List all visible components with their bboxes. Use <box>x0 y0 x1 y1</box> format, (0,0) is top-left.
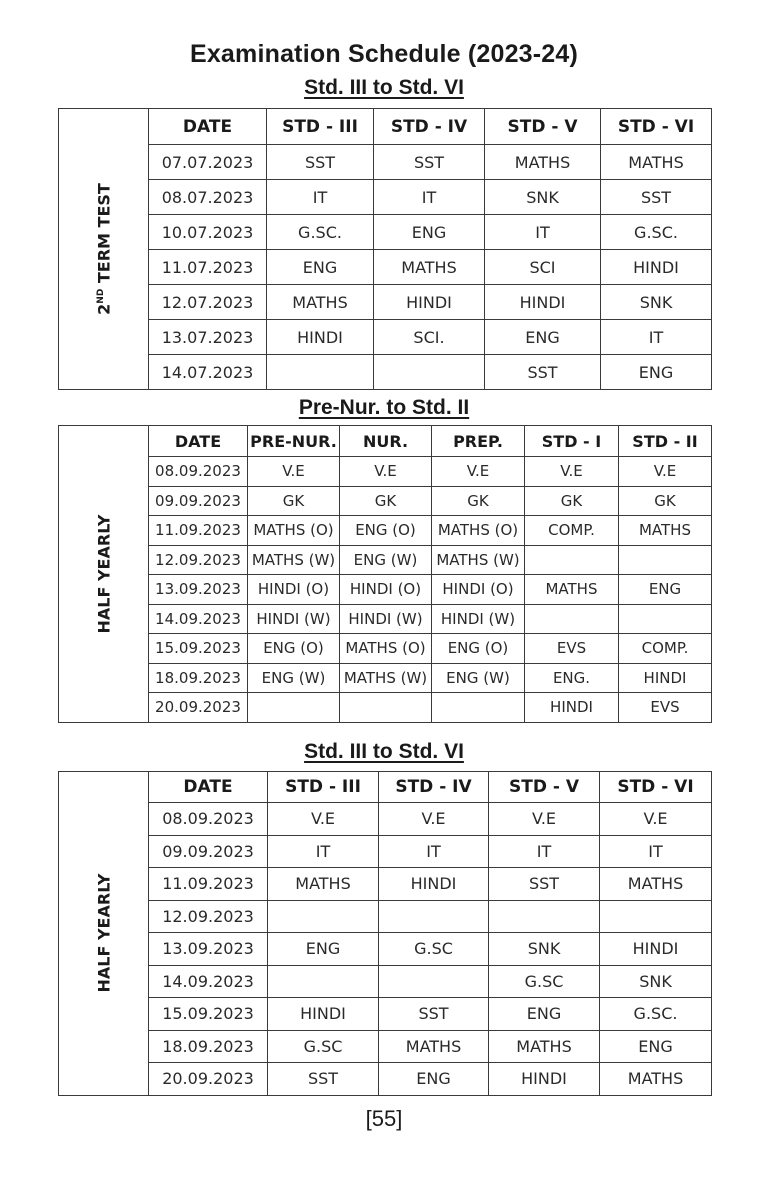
schedule-row <box>59 835 712 868</box>
class-column-header: STD - I <box>525 426 619 457</box>
subject-cell: HINDI <box>601 250 712 285</box>
subject-cell: G.SC. <box>267 215 374 250</box>
schedule-row <box>59 965 712 998</box>
subject-cell: HINDI <box>379 868 489 901</box>
subject-cell <box>374 355 485 390</box>
subject-cell: V.E <box>619 457 712 487</box>
subject-cell: ENG <box>379 1063 489 1096</box>
subject-cell <box>379 965 489 998</box>
schedule-row <box>59 250 712 285</box>
exam-type-label-text: HALF YEARLY <box>94 873 113 993</box>
subject-cell: IT <box>489 835 600 868</box>
subject-cell: G.SC <box>379 933 489 966</box>
subject-cell <box>600 900 712 933</box>
subject-cell: MATHS <box>374 250 485 285</box>
class-column-header: STD - IV <box>374 109 485 145</box>
subject-cell <box>525 545 619 575</box>
subject-cell: IT <box>374 180 485 215</box>
subject-cell: IT <box>267 180 374 215</box>
subject-cell: IT <box>379 835 489 868</box>
subject-cell: MATHS <box>379 1030 489 1063</box>
schedule-row <box>59 900 712 933</box>
date-cell: 09.09.2023 <box>149 486 248 516</box>
header-row <box>59 109 712 145</box>
date-cell: 13.09.2023 <box>149 933 268 966</box>
date-cell: 08.09.2023 <box>149 803 268 836</box>
subject-cell: MATHS (W) <box>248 545 340 575</box>
page-number: [55] <box>365 1106 403 1131</box>
subject-cell: G.SC. <box>600 998 712 1031</box>
subject-cell: ENG <box>267 250 374 285</box>
exam-type-label <box>94 183 113 315</box>
schedule-row <box>59 1063 712 1096</box>
class-column-header: STD - VI <box>600 772 712 803</box>
subject-cell: GK <box>619 486 712 516</box>
subject-cell: G.SC <box>489 965 600 998</box>
subject-cell: ENG (W) <box>340 545 432 575</box>
date-cell: 11.07.2023 <box>149 250 267 285</box>
subject-cell: IT <box>485 215 601 250</box>
subject-cell: HINDI (O) <box>248 575 340 605</box>
subject-cell <box>619 604 712 634</box>
subject-cell: HINDI <box>267 320 374 355</box>
date-cell: 18.09.2023 <box>149 663 248 693</box>
date-cell: 15.09.2023 <box>149 634 248 664</box>
class-column-header: PREP. <box>432 426 525 457</box>
exam-type-label-text: HALF YEARLY <box>94 514 113 634</box>
subject-cell: ENG (W) <box>432 663 525 693</box>
subject-cell <box>267 355 374 390</box>
section-heading-term-test: Std. III to Std. VI <box>304 76 464 99</box>
date-cell: 14.09.2023 <box>149 965 268 998</box>
subject-cell: MATHS (O) <box>432 516 525 546</box>
schedule-row <box>59 180 712 215</box>
schedule-row <box>59 285 712 320</box>
date-cell: 12.09.2023 <box>149 900 268 933</box>
schedule-row <box>59 545 712 575</box>
subject-cell: V.E <box>432 457 525 487</box>
exam-type-label-cell <box>59 109 149 390</box>
term-test-table <box>58 108 712 390</box>
subject-cell: MATHS (O) <box>248 516 340 546</box>
subject-cell: SNK <box>601 285 712 320</box>
section-heading-half-yearly: Std. III to Std. VI <box>304 740 464 763</box>
subject-cell: MATHS <box>600 868 712 901</box>
class-column-header: NUR. <box>340 426 432 457</box>
date-cell: 18.09.2023 <box>149 1030 268 1063</box>
subject-cell: SST <box>267 145 374 180</box>
class-column-header: STD - V <box>485 109 601 145</box>
header-row <box>59 426 712 457</box>
exam-type-label-text: 2 <box>94 303 113 315</box>
date-column-header: DATE <box>149 772 268 803</box>
class-column-header: STD - II <box>619 426 712 457</box>
subject-cell: ENG <box>374 215 485 250</box>
half-yearly-pre-nur-table <box>58 425 712 723</box>
subject-cell: EVS <box>525 634 619 664</box>
date-column-header: DATE <box>149 109 267 145</box>
subject-cell: HINDI (W) <box>340 604 432 634</box>
subject-cell: MATHS (O) <box>340 634 432 664</box>
schedule-row <box>59 1030 712 1063</box>
subject-cell <box>248 693 340 723</box>
schedule-row <box>59 145 712 180</box>
date-cell: 13.09.2023 <box>149 575 248 605</box>
subject-cell: V.E <box>248 457 340 487</box>
subject-cell: V.E <box>600 803 712 836</box>
subject-cell <box>268 900 379 933</box>
schedule-row <box>59 868 712 901</box>
subject-cell: COMP. <box>525 516 619 546</box>
subject-cell: ENG (O) <box>340 516 432 546</box>
subject-cell: V.E <box>525 457 619 487</box>
subject-cell <box>268 965 379 998</box>
date-cell: 13.07.2023 <box>149 320 267 355</box>
date-cell: 11.09.2023 <box>149 868 268 901</box>
date-cell: 07.07.2023 <box>149 145 267 180</box>
subject-cell: HINDI (O) <box>340 575 432 605</box>
schedule-row <box>59 933 712 966</box>
subject-cell: EVS <box>619 693 712 723</box>
subject-cell: MATHS <box>268 868 379 901</box>
subject-cell: HINDI (O) <box>432 575 525 605</box>
date-column-header: DATE <box>149 426 248 457</box>
subject-cell: MATHS <box>489 1030 600 1063</box>
subject-cell <box>525 604 619 634</box>
subject-cell: SNK <box>485 180 601 215</box>
subject-cell: G.SC. <box>601 215 712 250</box>
date-cell: 10.07.2023 <box>149 215 267 250</box>
class-column-header: STD - IV <box>379 772 489 803</box>
subject-cell: HINDI (W) <box>432 604 525 634</box>
subject-cell: HINDI <box>619 663 712 693</box>
subject-cell: IT <box>601 320 712 355</box>
schedule-row <box>59 457 712 487</box>
subject-cell <box>340 693 432 723</box>
subject-cell <box>379 900 489 933</box>
subject-cell: GK <box>340 486 432 516</box>
subject-cell: MATHS (W) <box>340 663 432 693</box>
subject-cell: SNK <box>489 933 600 966</box>
schedule-row <box>59 803 712 836</box>
subject-cell: HINDI <box>374 285 485 320</box>
subject-cell: SST <box>374 145 485 180</box>
schedule-row <box>59 998 712 1031</box>
exam-type-label-suffix: TERM TEST <box>94 183 113 289</box>
date-cell: 14.09.2023 <box>149 604 248 634</box>
subject-cell: HINDI <box>268 998 379 1031</box>
date-cell: 20.09.2023 <box>149 693 248 723</box>
subject-cell: MATHS <box>267 285 374 320</box>
subject-cell: V.E <box>340 457 432 487</box>
exam-type-label-superscript: ND <box>95 288 106 304</box>
subject-cell: MATHS (W) <box>432 545 525 575</box>
schedule-row <box>59 486 712 516</box>
schedule-row <box>59 215 712 250</box>
schedule-row <box>59 634 712 664</box>
subject-cell: HINDI <box>485 285 601 320</box>
subject-cell: IT <box>600 835 712 868</box>
subject-cell: V.E <box>379 803 489 836</box>
subject-cell: G.SC <box>268 1030 379 1063</box>
subject-cell: ENG <box>485 320 601 355</box>
subject-cell: HINDI <box>600 933 712 966</box>
class-column-header: STD - V <box>489 772 600 803</box>
subject-cell: COMP. <box>619 634 712 664</box>
subject-cell: ENG <box>489 998 600 1031</box>
section-heading-pre-nur: Pre-Nur. to Std. II <box>298 396 470 419</box>
subject-cell: ENG (O) <box>432 634 525 664</box>
exam-type-label <box>94 874 113 993</box>
exam-type-label <box>94 514 113 633</box>
schedule-row <box>59 604 712 634</box>
subject-cell: MATHS <box>601 145 712 180</box>
class-column-header: STD - III <box>267 109 374 145</box>
subject-cell: GK <box>432 486 525 516</box>
subject-cell: HINDI (W) <box>248 604 340 634</box>
subject-cell: HINDI <box>525 693 619 723</box>
subject-cell <box>432 693 525 723</box>
schedule-row <box>59 320 712 355</box>
subject-cell: GK <box>525 486 619 516</box>
subject-cell: MATHS <box>619 516 712 546</box>
subject-cell <box>489 900 600 933</box>
class-column-header: STD - VI <box>601 109 712 145</box>
subject-cell: V.E <box>489 803 600 836</box>
subject-cell: SST <box>485 355 601 390</box>
date-cell: 08.07.2023 <box>149 180 267 215</box>
subject-cell: SCI. <box>374 320 485 355</box>
subject-cell: IT <box>268 835 379 868</box>
subject-cell: SST <box>489 868 600 901</box>
date-cell: 11.09.2023 <box>149 516 248 546</box>
date-cell: 12.09.2023 <box>149 545 248 575</box>
schedule-row <box>59 693 712 723</box>
subject-cell: ENG <box>619 575 712 605</box>
subject-cell: ENG <box>600 1030 712 1063</box>
subject-cell: ENG (W) <box>248 663 340 693</box>
subject-cell: MATHS <box>600 1063 712 1096</box>
half-yearly-std-table <box>58 771 712 1096</box>
date-cell: 08.09.2023 <box>149 457 248 487</box>
subject-cell: SST <box>601 180 712 215</box>
subject-cell: HINDI <box>489 1063 600 1096</box>
page-title: Examination Schedule (2023-24) <box>189 40 579 68</box>
subject-cell: SCI <box>485 250 601 285</box>
subject-cell: ENG <box>268 933 379 966</box>
subject-cell: MATHS <box>525 575 619 605</box>
date-cell: 14.07.2023 <box>149 355 267 390</box>
subject-cell: ENG (O) <box>248 634 340 664</box>
header-row <box>59 772 712 803</box>
date-cell: 12.07.2023 <box>149 285 267 320</box>
schedule-row <box>59 575 712 605</box>
subject-cell: ENG <box>601 355 712 390</box>
class-column-header: PRE-NUR. <box>248 426 340 457</box>
schedule-row <box>59 516 712 546</box>
subject-cell: GK <box>248 486 340 516</box>
subject-cell <box>619 545 712 575</box>
date-cell: 09.09.2023 <box>149 835 268 868</box>
subject-cell: V.E <box>268 803 379 836</box>
date-cell: 15.09.2023 <box>149 998 268 1031</box>
subject-cell: ENG. <box>525 663 619 693</box>
schedule-row <box>59 663 712 693</box>
exam-type-label-cell <box>59 772 149 1096</box>
date-cell: 20.09.2023 <box>149 1063 268 1096</box>
schedule-row <box>59 355 712 390</box>
exam-type-label-cell <box>59 426 149 723</box>
subject-cell: SST <box>379 998 489 1031</box>
subject-cell: SNK <box>600 965 712 998</box>
class-column-header: STD - III <box>268 772 379 803</box>
subject-cell: MATHS <box>485 145 601 180</box>
subject-cell: SST <box>268 1063 379 1096</box>
